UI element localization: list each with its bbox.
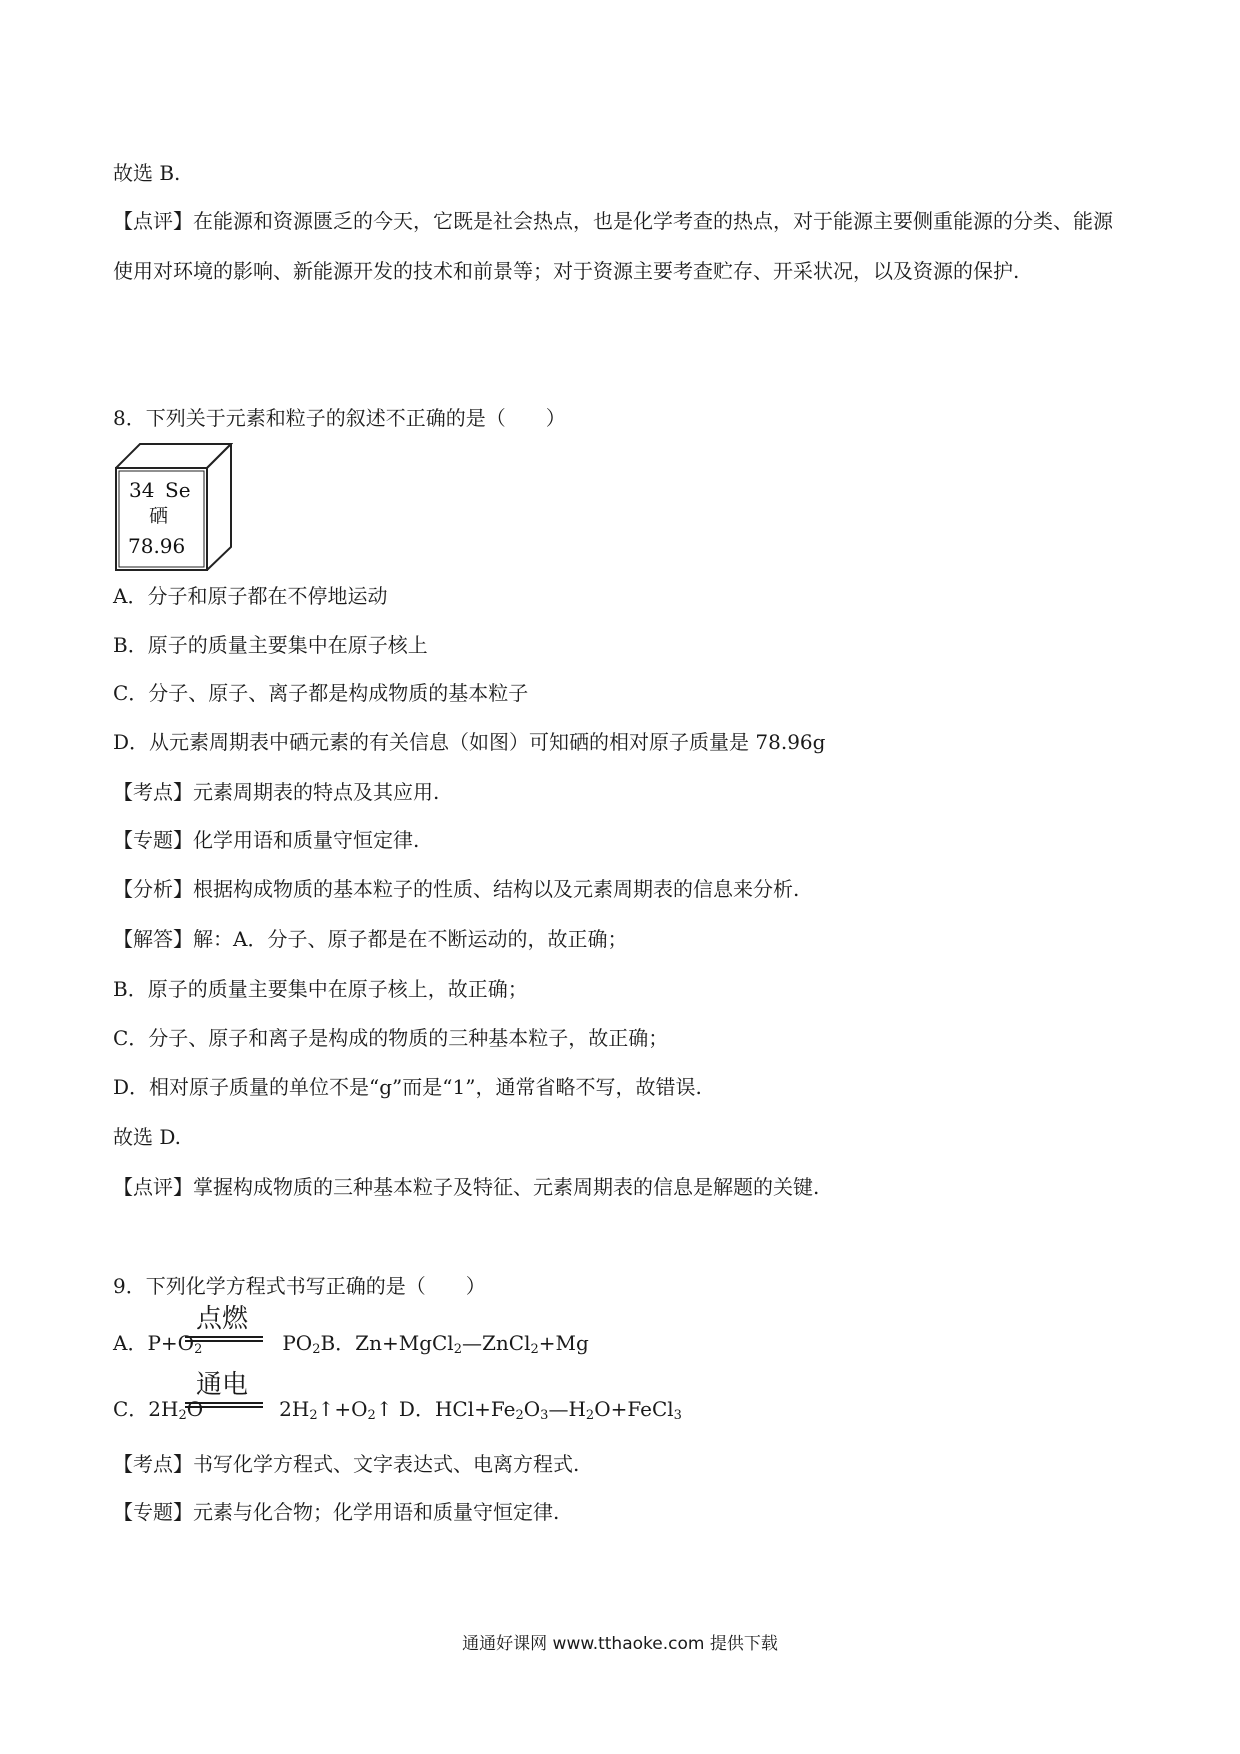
step-b: B．原子的质量主要集中在原子核上，故正确；: [113, 977, 528, 1001]
option-c: C．分子、原子、离子都是构成物质的基本粒子: [113, 681, 529, 705]
kaodian-text: 书写化学方程式、文字表达式、电离方程式.: [193, 1452, 580, 1476]
zhuanti-8: [113, 827, 419, 853]
zhuanti-tag: 【专题】: [113, 828, 193, 852]
fenxi-text: 根据构成物质的基本粒子的性质、结构以及元素周期表的信息来分析.: [193, 877, 800, 901]
selenium-element-card: [115, 443, 233, 571]
review-tag: 【点评】: [113, 209, 193, 233]
review-text: 在能源和资源匮乏的今天，它既是社会热点，也是化学考查的热点，对于能源主要侧重能源的分类、能源使用对环境的影响、新能源开发的技术和前景等；对于资源主要考查贮存、开采状况，以及资源的保护.: [113, 209, 1113, 283]
kaodian-tag: 【考点】: [113, 780, 193, 804]
option-a: A．分子和原子都在不停地运动: [113, 584, 388, 608]
zhuanti-tag: 【专题】: [113, 1500, 193, 1524]
element-number: 34: [129, 478, 155, 502]
review-8: [113, 1174, 819, 1200]
kaodian-9: [113, 1451, 579, 1477]
jieda-text: 解：A．分子、原子都是在不断运动的，故正确；: [193, 927, 628, 951]
review-text: 掌握构成物质的三种基本粒子及特征、元素周期表的信息是解题的关键.: [193, 1175, 820, 1199]
answer-7: 故选 B.: [113, 161, 181, 185]
option-d: D．从元素周期表中硒元素的有关信息（如图）可知硒的相对原子质量是 78.96g: [113, 730, 826, 754]
condition-ignite: 点燃: [196, 1304, 249, 1334]
equation-line-ab: A．$P+O_2$ $PO_2B$．Zn+MgCl$_2$—ZnCl$_2$+Mg: [113, 1331, 589, 1357]
zhuanti-9: [113, 1499, 559, 1525]
fenxi-tag: 【分析】: [113, 877, 193, 901]
condition-electrolysis: 通电: [196, 1370, 249, 1400]
answer-8: 故选 D.: [113, 1125, 182, 1149]
jieda-tag: 【解答】: [113, 927, 193, 951]
review-tag: 【点评】: [113, 1175, 193, 1199]
element-name: 硒: [149, 505, 169, 527]
option-b: B．原子的质量主要集中在原子核上: [113, 633, 428, 657]
question-8-stem: 8．下列关于元素和粒子的叙述不正确的是（ ）: [113, 406, 566, 430]
zhuanti-text: 元素与化合物；化学用语和质量守恒定律.: [193, 1500, 560, 1524]
zhuanti-text: 化学用语和质量守恒定律.: [193, 828, 420, 852]
kaodian-tag: 【考点】: [113, 1452, 193, 1476]
kaodian-text: 元素周期表的特点及其应用.: [193, 780, 440, 804]
element-mass: 78.96: [128, 534, 186, 558]
question-9-stem: 9．下列化学方程式书写正确的是（ ）: [113, 1274, 486, 1298]
jieda-8: [113, 926, 627, 952]
kaodian-8: [113, 779, 439, 805]
page-footer: 通通好课网 www.tthaoke.com 提供下载: [462, 1634, 778, 1654]
fenxi-8: [113, 876, 799, 902]
equation-line-cd: C．$2H_2O$ $2H_2↑+O_2↑$ D．$HCl+Fe_2O_3—H_2O+FeCl_3$: [113, 1397, 682, 1423]
step-d: D．相对原子质量的单位不是“g”而是“1”，通常省略不写，故错误.: [113, 1075, 702, 1099]
element-symbol: Se: [165, 478, 191, 502]
step-c: C．分子、原子和离子是构成的物质的三种基本粒子，故正确；: [113, 1026, 669, 1050]
review-7: [113, 196, 1125, 296]
